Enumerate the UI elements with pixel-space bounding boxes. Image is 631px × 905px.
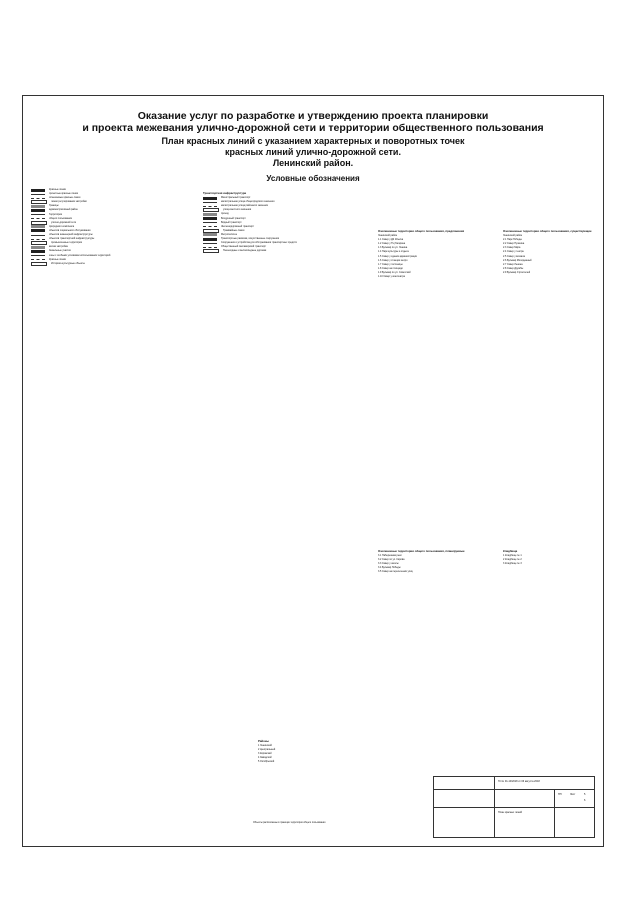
list-a-row (378, 275, 493, 279)
legend-mid-label: улица местного значения (223, 208, 252, 212)
list-a-label: 1.7 Сквер у гостиницы (378, 262, 403, 266)
legend-left-symbol (31, 229, 45, 232)
list-b-label: 2.9 Бульвар Строителей (503, 270, 531, 274)
list-b-row (503, 271, 598, 275)
stamp-doc-title: План красных линий (498, 811, 522, 814)
legend-title: Условные обозначения (266, 174, 360, 183)
list-c-items (378, 554, 493, 574)
list-b-label: 2.1 Парк Победы (503, 238, 522, 242)
legend-left-label: зоны с особыми условиями использования территорий (49, 253, 111, 257)
legend-left-row (31, 262, 231, 266)
list-e-items (258, 744, 358, 764)
stamp-sheet-label: Лист (570, 793, 576, 796)
legend-mid-symbol (203, 217, 217, 220)
list-c-row (378, 570, 493, 574)
list-e-row (258, 760, 358, 764)
list-d-row (503, 562, 598, 566)
legend-left-label: жилая застройка (49, 245, 68, 249)
legend-mid (203, 188, 363, 708)
list-b (503, 226, 598, 526)
legend-left-label: линии регулирования застройки (51, 200, 87, 204)
drawing-sheet (22, 95, 604, 847)
legend-left-symbol (31, 205, 45, 208)
legend-left-label: проектные красные линии (49, 192, 79, 196)
list-b-label: Ленинский район (503, 234, 523, 238)
title-line: Оказание услуг по разработке и утверждению проекта планировки (137, 110, 489, 122)
stamp-divider (434, 789, 594, 790)
list-a (378, 226, 493, 526)
list-d (503, 546, 598, 696)
list-c (378, 546, 493, 696)
stamp-divider (554, 789, 555, 837)
legend-left-symbol (31, 250, 45, 253)
list-a-label: 1.9 Бульвар по ул. Советской (378, 270, 411, 274)
legend-left-label: Красные линии (49, 257, 67, 261)
stamp-sheets-total: 6 (584, 799, 586, 802)
legend-mid-symbol (203, 208, 219, 212)
list-a-label: 1.4 Парк культуры и отдыха (378, 250, 409, 254)
legend-left-symbol (31, 214, 45, 215)
legend-left-label: Земельные участки (49, 249, 71, 253)
legend-left-label: объектов инженерной инфраструктуры (49, 233, 93, 237)
legend-mid-symbol (203, 197, 217, 200)
list-b-label: 2.7 Сквер Ленина (503, 262, 523, 266)
legend-mid-symbol (203, 247, 217, 248)
legend-mid-header: Транспортная инфраструктура (203, 191, 247, 195)
legend-mid-symbol (203, 238, 217, 241)
legend-left-symbol (31, 200, 47, 204)
list-e-label: 2 Центральный (258, 748, 276, 752)
list-a-label: 1.6 Сквер у станции метро (378, 258, 408, 262)
list-a-label: 1.5 Сквер у здания администрации (378, 254, 417, 258)
legend-left-symbol (31, 218, 45, 219)
list-e (258, 736, 358, 816)
subtitle-line: План красных линий с указанием характерных и поворотных точек (161, 136, 465, 146)
list-e-label: 5 Октябрьский (258, 760, 275, 764)
list-c-label: 3.5 Сквер на пересечении улиц (378, 570, 413, 574)
legend-left-label: объектов социального обслуживания (49, 228, 91, 232)
list-c-label: 3.4 Бульвар Победы (378, 566, 401, 570)
list-b-items (503, 234, 598, 275)
legend-left-label: промышленные территории (51, 241, 83, 245)
legend-left-symbol (31, 246, 45, 249)
list-a-label: 1.8 Сквер на площади (378, 266, 403, 270)
legend-mid-label: Воздушный транспорт (221, 216, 246, 220)
list-c-label: 3.3 Сквер у школы (378, 562, 399, 566)
list-e-label: 3 Кировский (258, 752, 272, 756)
legend-mid-label: Трамвайные линии (223, 228, 245, 232)
legend-left-symbol (31, 262, 47, 266)
list-a-items (378, 234, 493, 279)
legend-mid-label: магистральная улица общегородского значения (221, 200, 275, 204)
list-d-label: 3 Кладбище № 3 (503, 562, 522, 566)
legend-mid-row (203, 249, 363, 253)
legend-left-symbol (31, 209, 45, 212)
list-b-label: 2.3 Сквер Мира (503, 246, 521, 250)
subtitle-line: Ленинский район. (272, 158, 354, 168)
legend-mid-symbol (203, 249, 219, 253)
legend-left-label: Красные линии (49, 188, 67, 191)
stamp-sheet-no: 5 (584, 793, 586, 796)
legend-mid-label: проезд (221, 212, 229, 216)
legend-left-label: Границы (49, 204, 59, 208)
legend-mid-symbol (203, 229, 219, 233)
legend-left-label: административный район (49, 208, 78, 212)
list-b-header: Озелененные территории общего пользования, существующие (503, 229, 592, 233)
list-c-header: Озелененные территории общего пользования, планируемые (378, 549, 465, 553)
legend-mid-label: Транспортные развязки, искусственные сооружения (221, 237, 280, 241)
list-a-label: 1.1 Сквер у ДК Ильича (378, 238, 404, 242)
list-c-label: 3.1 Набережная реки (378, 554, 402, 558)
legend-mid-label: Железнодорожный транспорт (221, 224, 255, 228)
legend-mid-symbol (203, 213, 217, 216)
legend-left-label: Территории (49, 212, 63, 216)
legend-left-symbol (31, 198, 45, 199)
legend-left-label: улично-дорожной сети (51, 220, 77, 224)
stamp-divider (434, 807, 594, 808)
legend-left-symbol (31, 189, 45, 192)
legend-mid-symbol (203, 243, 217, 244)
list-a-header: Озелененные территории общего пользования, предложения (378, 229, 465, 233)
list-d-items (503, 554, 598, 566)
legend-mid-label: Метрополитен (221, 232, 238, 236)
legend-left-symbol (31, 235, 45, 236)
list-d-header: Кладбища (503, 549, 518, 553)
legend-mid-list (203, 196, 363, 253)
legend-left-symbol (31, 241, 47, 245)
legend-left-label: общего пользования (49, 216, 72, 220)
list-e-label: 4 Заводской (258, 756, 272, 760)
list-a-label: 1.10 Сквер у кинотеатра (378, 275, 405, 279)
list-b-label: 2.8 Сквер Дружбы (503, 266, 524, 270)
title-block (433, 776, 595, 838)
legend-left-label: объектов транспортной инфраструктуры (49, 237, 95, 241)
subtitle-line: красных линий улично-дорожной сети. (225, 147, 401, 157)
legend-mid-label: магистральная улица районного значения (221, 204, 268, 208)
list-a-label: Ленинский район (378, 234, 398, 238)
list-e-label: 1 Ленинский (258, 744, 272, 748)
legend-mid-symbol (203, 226, 217, 227)
document-title (23, 110, 603, 134)
legend-left-symbol (31, 239, 45, 240)
legend-left-symbol (31, 225, 45, 228)
document-subtitle (23, 136, 603, 169)
list-a-label: 1.3 Бульвар по ул. Ленина (378, 246, 408, 250)
legend-left-symbol (31, 194, 45, 195)
legend-left-symbol (31, 221, 47, 225)
list-a-label: 1.2 Сквер у ТЦ Гагарина (378, 242, 406, 246)
legend-mid-symbol (203, 202, 217, 203)
legend-left-symbol (31, 259, 45, 260)
stamp-divider (494, 777, 495, 837)
legend-mid-symbol (203, 233, 217, 236)
list-d-label: 2 Кладбище № 2 (503, 558, 522, 562)
stamp-code: ГК № 01-10/2018 от 06 августа 2018 (498, 780, 540, 783)
legend-mid-label: Сооружения и устройства для обслуживания транспортных средств (221, 241, 297, 245)
legend-left-label: природного комплекса (49, 224, 75, 228)
legend-left-label: отменяемые красные линии (49, 196, 81, 200)
list-c-label: 3.2 Сквер по ул. Кирова (378, 558, 405, 562)
legend-mid-label: Водный транспорт (221, 220, 242, 224)
list-b-label: 2.2 Сквер Пушкина (503, 242, 525, 246)
legend-left (31, 188, 231, 788)
legend-mid-symbol (203, 206, 217, 207)
legend-mid-symbol (203, 222, 217, 223)
legend-mid-label: Магистральный транспорт (221, 196, 251, 200)
stamp-stage: ПП (558, 793, 562, 796)
list-d-label: 1 Кладбище № 1 (503, 554, 522, 558)
list-b-label: 2.4 Сквер у театра (503, 250, 524, 254)
legend-left-symbol (31, 255, 45, 256)
list-e-header: Районы (258, 739, 269, 743)
list-b-label: 2.5 Сквер у вокзала (503, 254, 525, 258)
legend-left-list (31, 188, 231, 266)
title-line: и проекта межевания улично-дорожной сети и территории общественного пользования (82, 122, 544, 134)
legend-left-label: Историко-культурные объекты (51, 261, 85, 265)
footnote: Объекты расположены в границах территории общего пользования (253, 822, 326, 824)
list-b-label: 2.6 Бульвар Молодежный (503, 258, 532, 262)
legend-mid-label: Пешеходные и велосипедные дорожки (223, 249, 267, 253)
legend-mid-label: Общественный пассажирский транспорт (221, 245, 267, 249)
